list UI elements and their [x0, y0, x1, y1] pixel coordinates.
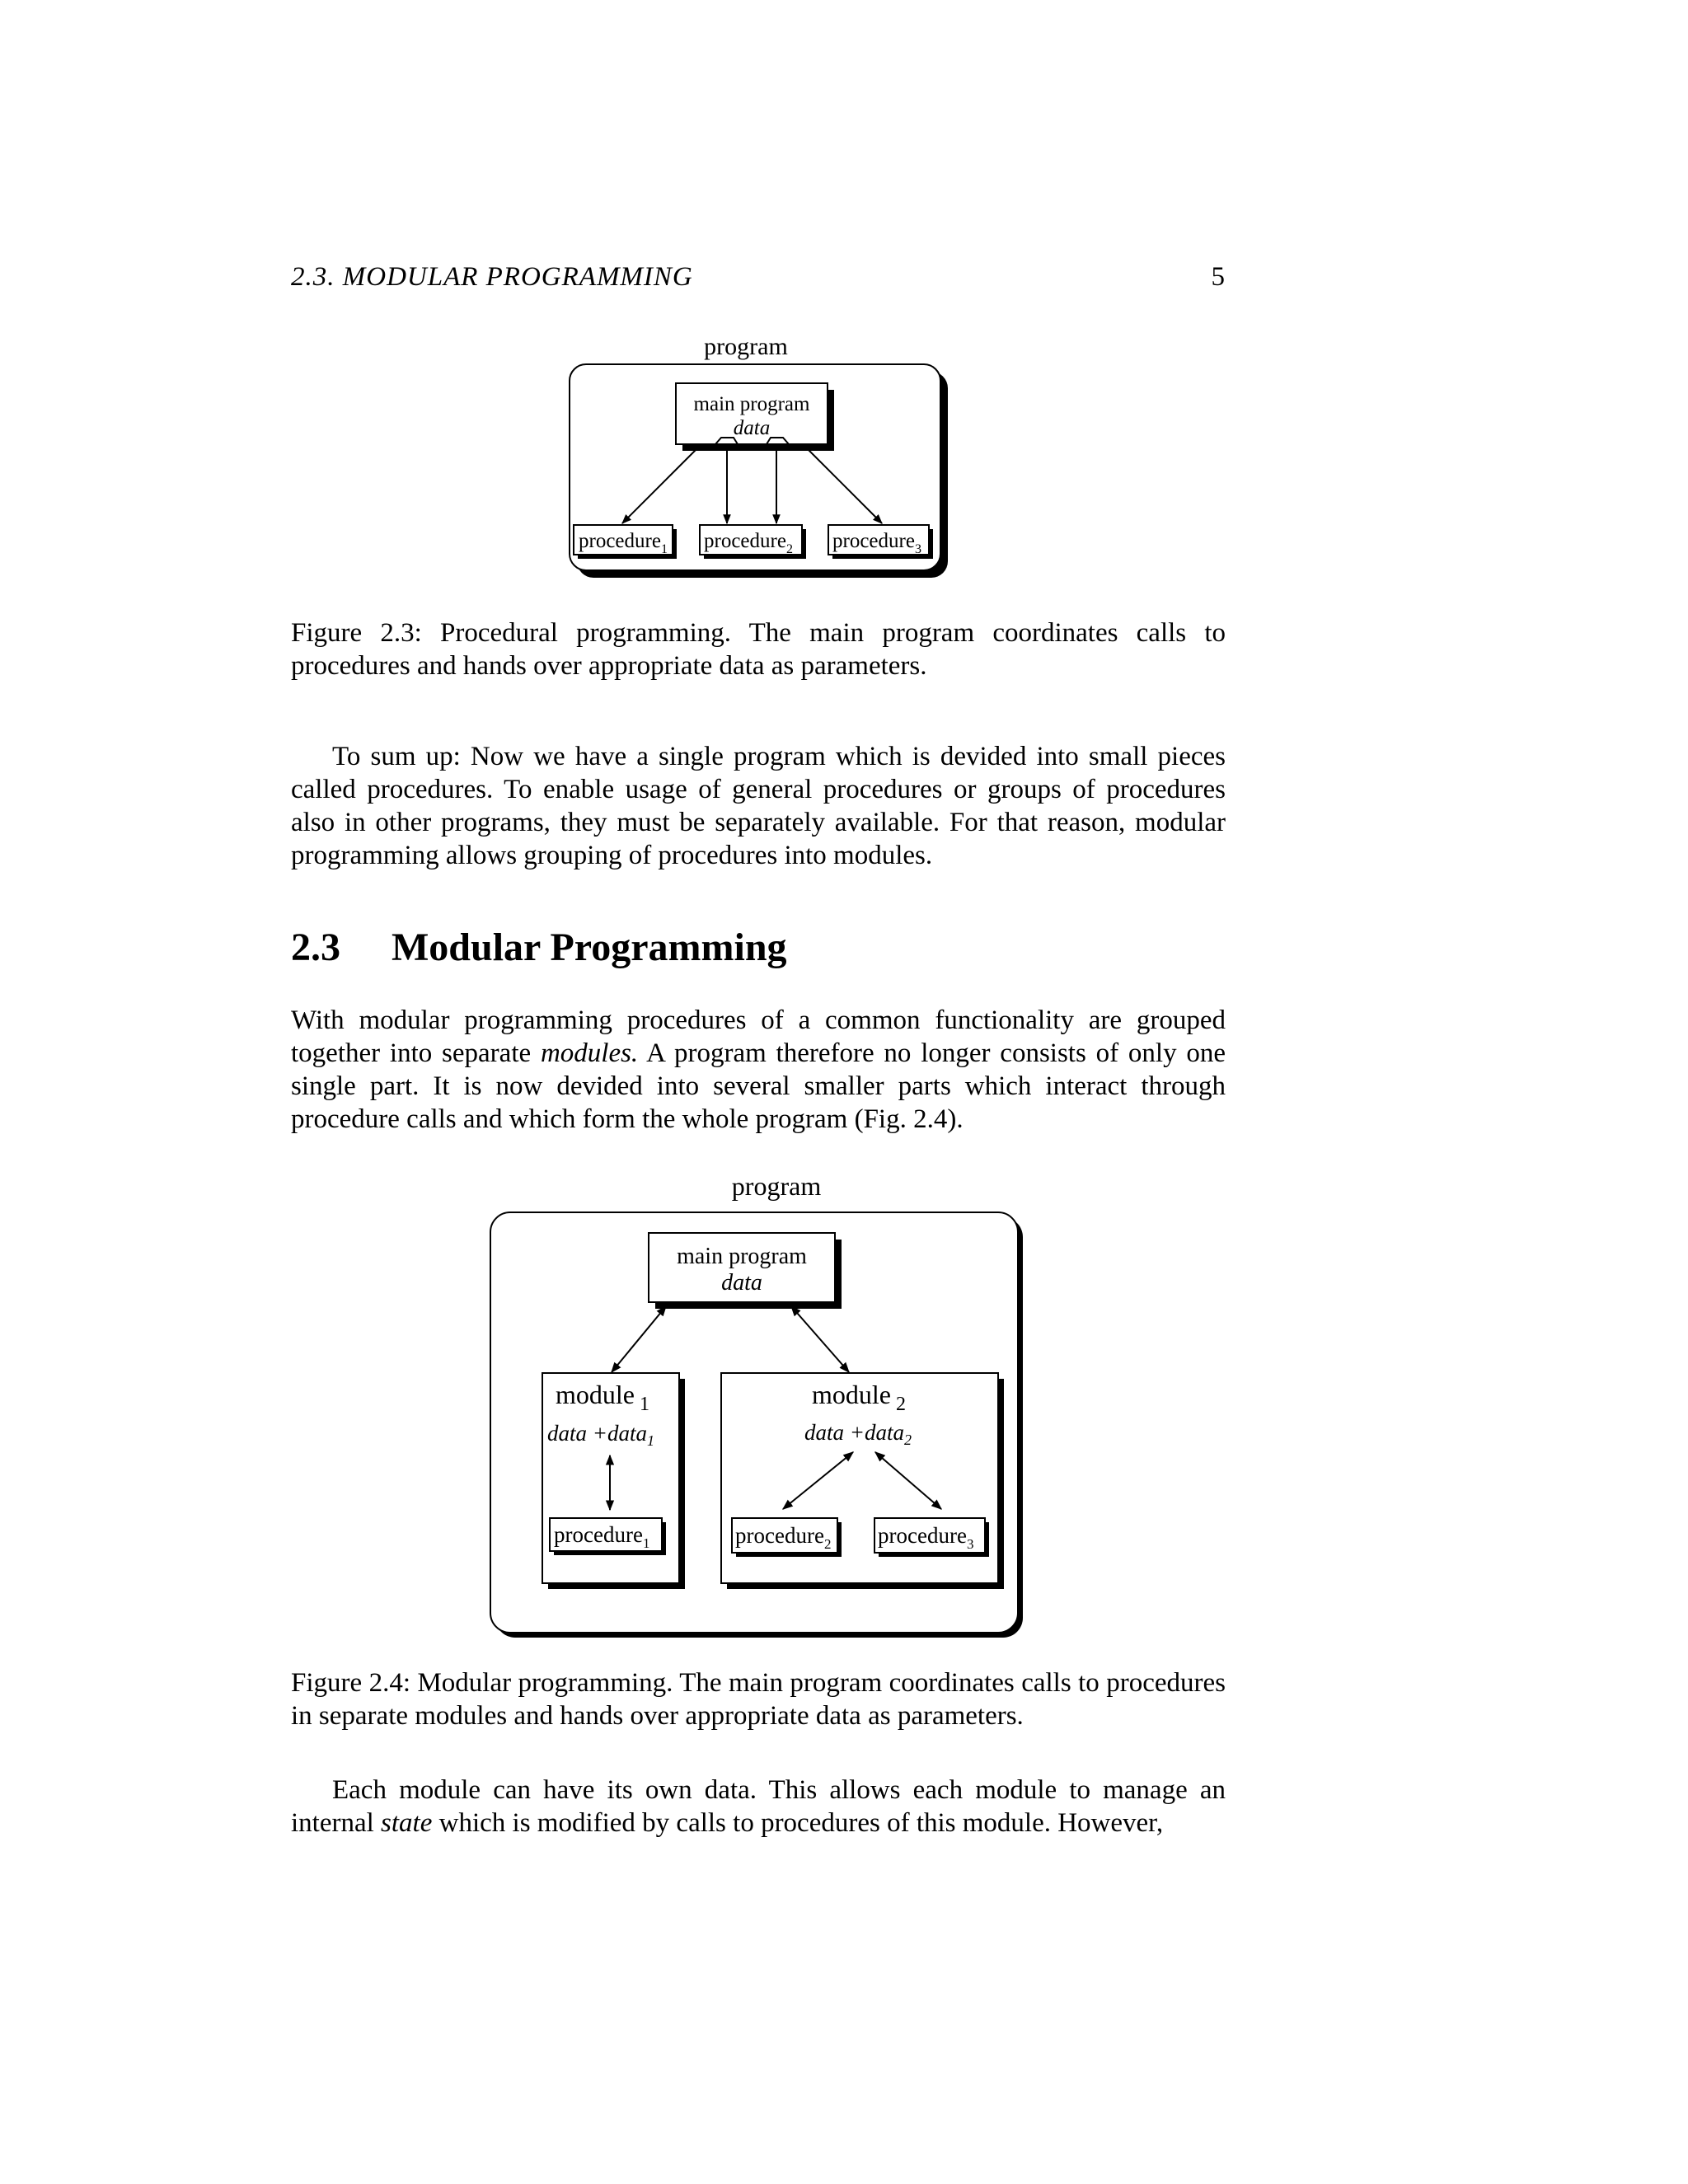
module-2-data: data +data$_2$ — [804, 1420, 912, 1448]
figure-procedural-programming — [560, 326, 956, 589]
figure-modular-programming — [486, 1162, 1030, 1648]
modular-diagram — [486, 1162, 1030, 1648]
procedure-2-label: procedure$_2$ — [704, 530, 793, 556]
section-number: 2.3 — [291, 926, 340, 969]
main-program-label: main program — [677, 1244, 807, 1269]
procedure-3-label: procedure$_3$ — [832, 530, 921, 556]
main-program-data: data — [721, 1270, 762, 1296]
module-1-data: data +data$_1$ — [547, 1421, 654, 1449]
program-label: program — [704, 333, 788, 360]
summary-paragraph: To sum up: Now we have a single program which is devided into small pieces called procedures. To enable usage of general procedures or groups of procedures also in other programs, they must be separately available. For that reason, modular programming allows grouping of procedures into modules. — [291, 742, 1226, 870]
section-title: Modular Programming — [392, 926, 787, 969]
running-head-title: 2.3. MODULAR PROGRAMMING — [291, 262, 693, 292]
figure-2-4-caption: Figure 2.4: Modular programming. The main program coordinates calls to procedures in separate modules and hands over appropriate data as parameters. — [291, 1668, 1226, 1731]
modular-paragraph — [291, 1004, 1226, 1136]
procedure-3-label: procedure$_3$ — [878, 1523, 974, 1552]
module-2-label: module $_2$ — [812, 1380, 906, 1415]
procedural-diagram — [560, 326, 956, 589]
page-number: 5 — [1211, 262, 1226, 292]
main-program-label: main program — [693, 393, 810, 415]
module-1-label: module $_1$ — [556, 1380, 649, 1415]
modular-paragraph-text-1: With modular programming procedures of a common functionality are grouped together into separate — [291, 1005, 1226, 1068]
state-paragraph-emphasis: state — [381, 1808, 433, 1838]
procedure-1-label: procedure$_1$ — [554, 1522, 650, 1551]
modular-paragraph-text-2: A program therefore no longer consists of only one single part. It is now devided into several smaller parts which interact through procedure calls and which form the whole program (Fig. 2.4). — [291, 1038, 1226, 1134]
procedure-1-label: procedure$_1$ — [579, 530, 668, 556]
program-label: program — [731, 1171, 822, 1201]
state-paragraph-text-1: Each module can have its own data. This allows each module to manage an internal — [291, 1775, 1226, 1838]
state-paragraph-text-2: which is modified by calls to procedures of this module. However, — [432, 1808, 1164, 1838]
section-heading — [291, 925, 787, 970]
modular-paragraph-emphasis: modules. — [540, 1038, 639, 1068]
procedure-2-label: procedure$_2$ — [735, 1523, 832, 1552]
main-program-data: data — [733, 417, 771, 439]
figure-2-3-caption: Figure 2.3: Procedural programming. The main program coordinates calls to procedures and hands over appropriate data as parameters. — [291, 618, 1226, 681]
state-paragraph — [291, 1774, 1226, 1840]
running-head — [291, 262, 1226, 302]
